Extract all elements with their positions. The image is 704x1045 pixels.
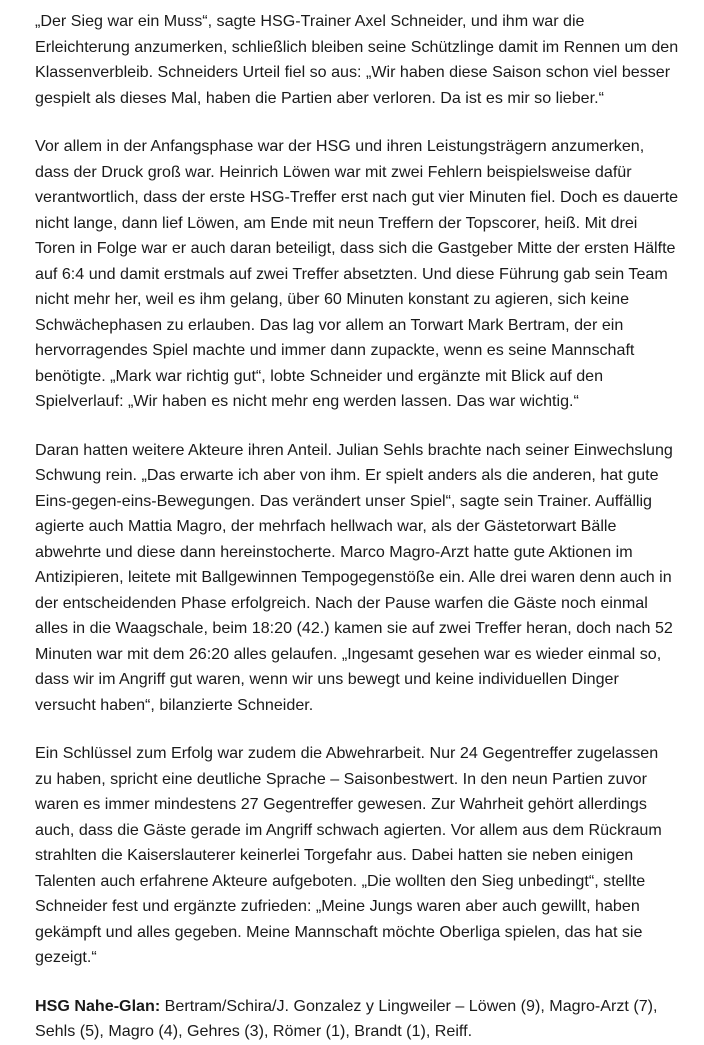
text-line: Erleichterung anzumerken, schließlich bleiben seine Schützlinge damit im Rennen um den	[35, 37, 679, 56]
text-line: benötigte. „Mark war richtig gut“, lobte Schneider und ergänzte mit Blick auf den	[35, 366, 604, 385]
text-line: nicht lange, dann lief Löwen, am Ende mit neun Treffern der Topscorer, heiß. Mit drei	[35, 213, 638, 232]
text-line: Antizipieren, leitete mit Ballgewinnen Tempogegenstöße ein. Alle drei waren denn auch in	[35, 568, 672, 586]
team-lineup	[35, 994, 685, 1045]
lineup-players: Bertram/Schira/J. Gonzalez y Lingweiler – Löwen (9), Magro-Arzt (7),	[160, 996, 658, 1015]
text-line: dass der Druck groß war. Heinrich Löwen war mit zwei Fehlern beispielsweise dafür	[35, 162, 632, 181]
text-line: hervorragendes Spiel machte und immer dann zupackte, wenn es seine Mannschaft	[35, 341, 635, 359]
text-line: Daran hatten weitere Akteure ihren Anteil. Julian Sehls brachte nach seiner Einwechslung	[35, 440, 673, 459]
article-body	[35, 9, 685, 1045]
text-line: versucht haben“, bilanzierte Schneider.	[35, 695, 314, 714]
text-line: Klassenverbleib. Schneiders Urteil fiel so aus: „Wir haben diese Saison schon viel besser	[35, 63, 671, 81]
text-line: Schwung rein. „Das erwarte ich aber von ihm. Er spielt anders als die anderen, hat gute	[35, 466, 659, 484]
text-line: gezeigt.“	[35, 948, 97, 966]
text-line: strahlten die Kaiserslauterer keinerlei Torgefahr aus. Dabei hatten sie neben einigen	[35, 846, 634, 864]
lineup-line	[35, 994, 685, 1020]
text-line: alles in die Waagschale, beim 18:20 (42.) kamen sie auf zwei Treffer heran, doch nach 52	[35, 619, 673, 637]
text-line: Ein Schlüssel zum Erfolg war zudem die Abwehrarbeit. Nur 24 Gegentreffer zugelassen	[35, 744, 659, 762]
text-line: Vor allem in der Anfangsphase war der HSG und ihren Leistungsträgern anzumerken,	[35, 137, 645, 155]
text-line: gespielt als dieses Mal, haben die Partien aber verloren. Da ist es mir so lieber.“	[35, 88, 604, 107]
text-line: auf 6:4 und damit erstmals auf zwei Treffer absetzten. Und diese Führung gab sein Team	[35, 264, 668, 283]
text-line: waren es immer mindestens 27 Gegentreffer gewesen. Zur Wahrheit gehört allerdings	[35, 795, 647, 813]
text-line: verantwortlich, dass der erste HSG-Treffer erst nach gut vier Minuten fiel. Doch es dauerte	[35, 188, 679, 206]
text-line: agierte auch Mattia Magro, der mehrfach hellwach war, als der Gästetorwart Bälle	[35, 517, 617, 535]
paragraph-3	[35, 438, 685, 719]
text-line: gekämpft und alles gegeben. Meine Mannschaft möchte Oberliga spielen, das hat sie	[35, 922, 643, 941]
paragraph-2	[35, 134, 685, 415]
text-line: der entscheidenden Phase erfolgreich. Nach der Pause warfen die Gäste noch einmal	[35, 593, 648, 612]
text-line: dass wir im Angriff gut waren, wenn wir uns bewegt und keine individuellen Dinger	[35, 670, 619, 688]
text-line: auch, dass die Gäste gerade im Angriff schwach agierten. Vor allem aus dem Rückraum	[35, 820, 662, 839]
text-line: Schwächephasen zu erlauben. Das lag vor allem an Torwart Mark Bertram, der ein	[35, 315, 624, 334]
text-line: Schneider fest und ergänzte zufrieden: „Meine Jungs waren aber auch gewillt, haben	[35, 897, 640, 915]
paragraph-1	[35, 9, 685, 111]
text-line: Eins-gegen-eins-Bewegungen. Das verändert unser Spiel“, sagte sein Trainer. Auffällig	[35, 491, 652, 510]
text-line: „Der Sieg war ein Muss“, sagte HSG-Trainer Axel Schneider, und ihm war die	[35, 12, 585, 30]
text-line: Spielverlauf: „Wir haben es nicht mehr eng werden lassen. Das war wichtig.“	[35, 392, 579, 410]
text-line: abwehrte und diese dann hereinstocherte. Marco Magro-Arzt hatte gute Aktionen im	[35, 542, 633, 561]
paragraph-4	[35, 741, 685, 971]
text-line: Minuten war mit dem 26:20 alles gelaufen. „Ingesamt gesehen war es wieder einmal so,	[35, 644, 662, 663]
text-line: Talenten auch erfahrene Akteure aufgeboten. „Die wollten den Sieg unbedingt“, stellte	[35, 871, 646, 890]
text-line: nicht mehr her, weil es ihm gelang, über 60 Minuten konstant zu agieren, sich keine	[35, 290, 630, 308]
text-line: zu haben, spricht eine deutliche Sprache – Saisonbestwert. In den neun Partien zuvor	[35, 769, 647, 788]
team-name: HSG Nahe-Glan:	[35, 996, 161, 1015]
text-line: Toren in Folge war er auch daran beteiligt, dass sich die Gastgeber Mitte der ersten Hälfte	[35, 239, 676, 257]
lineup-line: Sehls (5), Magro (4), Gehres (3), Römer (1), Brandt (1), Reiff.	[35, 1022, 473, 1040]
